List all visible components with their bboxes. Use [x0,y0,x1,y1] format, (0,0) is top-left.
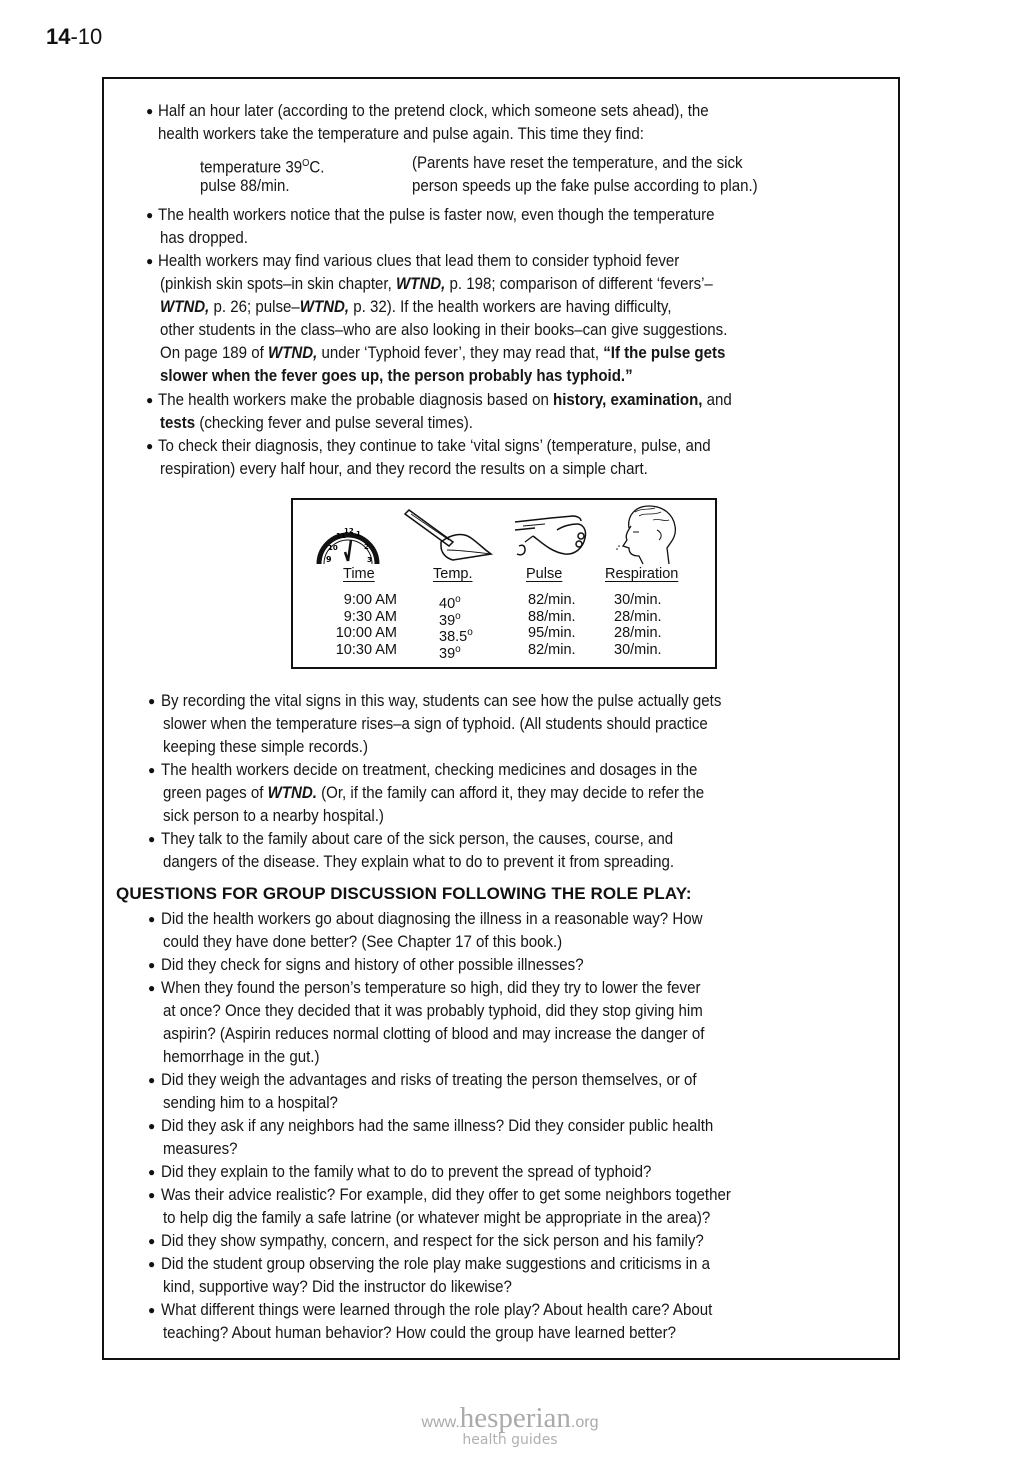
bullet-icon: ● [148,1257,156,1271]
bullet-icon: ● [148,763,156,777]
breathing-head-icon [613,502,683,566]
chapter-number: 14 [46,24,71,49]
book-reference: WTND, [267,344,318,362]
bullet-icon: ● [148,1303,156,1317]
bullet-icon: ● [146,393,154,407]
question-line: kind, supportive way? Did the instructor do likewise? [163,1278,512,1296]
quote: “If the pulse gets [603,344,726,362]
vitals-time-cell: 9:30 AM [343,608,397,625]
bullet-icon: ● [148,912,156,926]
paragraph-line: sick person to a nearby hospital.) [163,807,384,825]
vitals-temp-cell: 38.5$^o$ [439,627,473,645]
paragraph-line: health workers take the temperature and pulse again. This time they find: [158,125,644,143]
paragraph-line: They talk to the family about care of the sick person, the causes, course, and [161,830,674,848]
clock-icon [313,514,383,566]
degree-mark: o [467,627,473,638]
svg-text:2: 2 [364,543,369,551]
paragraph-line: Health workers may find various clues that lead them to consider typhoid fever [158,252,680,270]
svg-text:9: 9 [326,555,332,564]
vitals-time-cell: 10:30 AM [335,641,397,658]
column-header-temp: Temp. [433,566,473,582]
question-line: Did they check for signs and history of other possible illnesses? [161,956,584,974]
book-reference: WTND. [267,784,317,802]
finding-note: person speeds up the fake pulse according to plan.) [412,177,758,195]
vitals-respiration-cell: 28/min. [614,608,662,625]
vitals-respiration-cell: 30/min. [614,641,662,658]
svg-text:12: 12 [344,527,354,535]
bullet-icon: ● [148,1073,156,1087]
paragraph-line: The health workers decide on treatment, checking medicines and dosages in the [161,761,698,779]
thermometer-mouth-icon [401,508,493,562]
paragraph-line: Half an hour later (according to the pretend clock, which someone sets ahead), the [158,102,709,120]
paragraph-line: To check their diagnosis, they continue to take ‘vital signs’ (temperature, pulse, and [158,437,711,455]
svg-text:1: 1 [356,530,361,538]
question-line: aspirin? (Aspirin reduces normal clotting of blood and may increase the danger of [163,1025,705,1043]
paragraph-line: respiration) every half hour, and they record the results on a simple chart. [160,460,648,478]
question-line: at once? Once they decided that it was probably typhoid, did they stop giving him [163,1002,703,1020]
bullet-icon: ● [146,439,154,453]
bullet-icon: ● [146,254,154,268]
footer-tagline: health guides [462,1432,558,1448]
questions-heading: QUESTIONS FOR GROUP DISCUSSION FOLLOWING THE ROLE PLAY: [116,884,692,903]
question-line: Did they weigh the advantages and risks of treating the person themselves, or of [161,1071,697,1089]
page-suffix: -10 [70,24,103,49]
column-header-pulse: Pulse [526,566,563,582]
paragraph-line: slower when the temperature rises–a sign of typhoid. (All students should practice [163,715,708,733]
question-line: Did they explain to the family what to do to prevent the spread of typhoid? [161,1163,652,1181]
paragraph-line: green pages of WTND. (Or, if the family can afford it, they may decide to refer the [163,784,705,802]
vital-signs-chart [291,498,717,669]
question-line: to help dig the family a safe latrine (or whatever might be appropriate in the area)? [163,1209,711,1227]
paragraph-line: WTND, p. 26; pulse–WTND, p. 32). If the health workers are having difficulty, [160,298,672,316]
question-line: hemorrhage in the gut.) [163,1048,320,1066]
paragraph-line: has dropped. [160,229,248,247]
vitals-time-cell: 9:00 AM [343,592,397,608]
bullet-icon: ● [148,832,156,846]
degree-mark: o [455,643,461,655]
bullet-icon: ● [146,208,154,222]
vitals-respiration-cell: 28/min. [614,625,662,641]
finding-pulse: pulse 88/min. [200,177,290,195]
paragraph-line: By recording the vital signs in this way, students can see how the pulse actually gets [161,692,722,710]
paragraph-line: other students in the class–who are also looking in their books–can give suggestions. [160,321,728,339]
book-reference: WTND, [160,298,210,316]
footer-watermark [390,1402,630,1448]
column-header-respiration: Respiration [605,566,679,582]
footer-org: .org [570,1414,599,1431]
paragraph-line: The health workers make the probable diagnosis based on history, examination, and [158,391,732,409]
question-line: When they found the person’s temperature so high, did they try to lower the fever [161,979,701,997]
question-line: Did the student group observing the role play make suggestions and criticisms in a [161,1255,710,1273]
svg-text:11: 11 [336,532,346,540]
question-line: sending him to a hospital? [163,1094,338,1112]
bullet-icon: ● [148,1188,156,1202]
vitals-temp-cell: 39$^o$ [439,643,461,662]
question-line: Was their advice realistic? For example, did they offer to get some neighbors together [161,1186,731,1204]
book-reference: WTND, [395,275,446,293]
paragraph-line: keeping these simple records.) [163,738,369,756]
paragraph-line: The health workers notice that the pulse is faster now, even though the temperature [158,206,715,224]
wrist-pulse-icon [511,512,591,562]
finding-note: (Parents have reset the temperature, and the sick [412,154,743,172]
question-line: teaching? About human behavior? How could the group have learned better? [163,1324,677,1342]
degree-mark: o [455,594,461,605]
question-line: could they have done better? (See Chapter 17 of this book.) [163,933,563,951]
page-number [46,24,102,50]
question-line: Did the health workers go about diagnosing the illness in a reasonable way? How [161,910,703,928]
paragraph-line: (pinkish skin spots–in skin chapter, WTND, p. 198; comparison of different ‘fevers’– [160,275,713,293]
paragraph-line: dangers of the disease. They explain what to do to prevent it from spreading. [163,853,675,871]
vitals-respiration-cell: 30/min. [614,592,662,608]
bullet-icon: ● [148,1119,156,1133]
finding-temperature: temperature $39^OC$. [200,158,325,177]
degree-mark: o [455,610,461,622]
bullet-icon: ● [148,694,156,708]
svg-text:10: 10 [328,544,338,552]
bullet-icon: ● [148,981,156,995]
question-line: Did they ask if any neighbors had the same illness? Did they consider public health [161,1117,714,1135]
vitals-temp-cell: 39$^o$ [439,610,461,629]
question-line: What different things were learned through the role play? About health care? About [161,1301,713,1319]
vitals-time-cell: 10:00 AM [335,625,397,641]
bullet-icon: ● [148,958,156,972]
footer-brand: hesperian [459,1402,571,1434]
bullet-icon: ● [146,104,154,118]
quote: slower when the fever goes up, the person probably has typhoid.” [160,367,633,385]
footer-www: www. [421,1414,460,1431]
vitals-pulse-cell: 82/min. [528,641,576,658]
vitals-pulse-cell: 82/min. [528,592,576,608]
vitals-pulse-cell: 95/min. [528,625,576,641]
question-line: measures? [163,1140,238,1158]
bullet-icon: ● [148,1165,156,1179]
paragraph-line: On page 189 of WTND, under ‘Typhoid fever’, they may read that, “If the pulse gets [160,344,726,362]
svg-text:3: 3 [367,556,372,564]
book-reference: WTND, [299,298,350,316]
vitals-pulse-cell: 88/min. [528,608,576,625]
paragraph-line: tests (checking fever and pulse several times). [160,414,473,432]
bullet-icon: ● [148,1234,156,1248]
vitals-temp-cell: 40$^o$ [439,594,461,612]
column-header-time: Time [343,566,375,582]
question-line: Did they show sympathy, concern, and respect for the sick person and his family? [161,1232,704,1250]
